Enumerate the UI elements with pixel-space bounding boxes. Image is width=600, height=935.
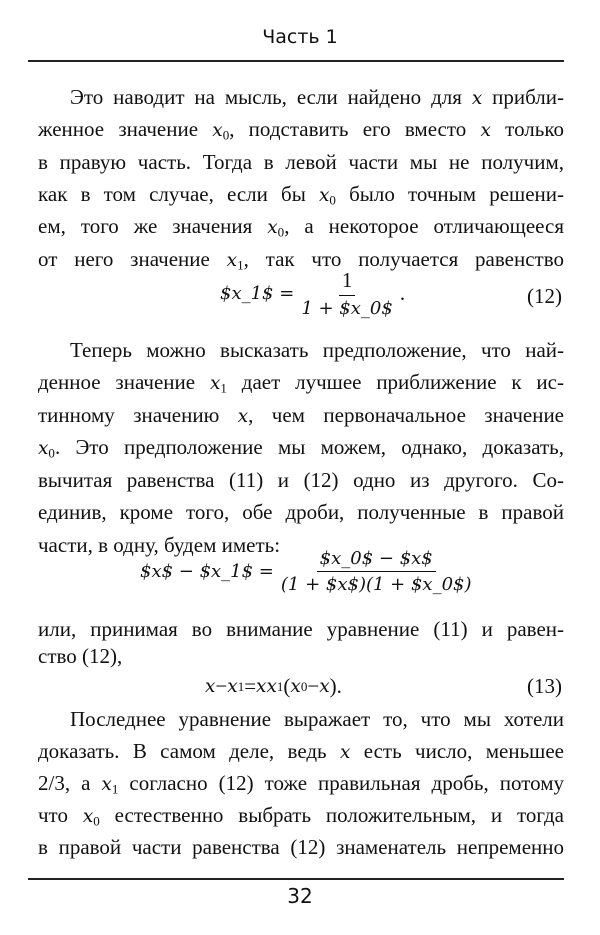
equation-12-body <box>220 268 405 319</box>
fraction <box>298 268 396 319</box>
text-line: или, принимая во внимание уравнение (11) и равен- <box>38 617 564 641</box>
text-line: $x_0$. Это предположение мы можем, однако, доказать, <box>38 435 564 461</box>
equation-lhs: $x_1$ = <box>220 283 295 304</box>
math-variable: x <box>38 438 49 459</box>
denominator: (1 + $x$)(1 + $x_0$) <box>280 574 472 595</box>
equation-punct: . <box>399 281 406 305</box>
equation-difference <box>0 548 600 612</box>
denominator: 1 + $x_0$ <box>301 298 393 319</box>
equation-number: (13) <box>527 674 562 698</box>
header-rule <box>28 60 564 62</box>
math-variable: x <box>339 742 351 763</box>
math-variable: x <box>471 88 483 109</box>
running-header: Часть 1 <box>262 26 338 48</box>
math-subscript: 0 <box>222 127 230 143</box>
math-variable: x <box>227 676 238 697</box>
math-subscript: 0 <box>93 813 100 829</box>
equation-lhs: $x$ − $x_1$ = <box>140 561 274 582</box>
math-variable: x <box>267 217 278 238</box>
equation-difference-body <box>140 548 479 595</box>
math-subscript: 1 <box>220 380 227 396</box>
math-variable: x <box>237 406 249 427</box>
text-line: ем, того же значения $x_0$, а некоторое отличающееся <box>38 214 564 240</box>
math-subscript: 0 <box>300 678 308 694</box>
math-subscript: 1 <box>111 781 119 797</box>
math-subscript: 1 <box>237 257 244 273</box>
math-variable: x <box>318 185 330 206</box>
footer-rule <box>28 878 564 880</box>
text-line: в правой части равенства (12) знаменатель непременно <box>38 835 564 859</box>
math-variable: x <box>266 676 277 697</box>
text-line: Теперь можно высказать предположение, что най- <box>70 338 564 362</box>
text-line: части, в одну, будем иметь: <box>38 533 281 557</box>
math-variable: x <box>82 806 94 827</box>
math-variable: x <box>226 250 238 271</box>
text-line: Последнее уравнение выражает то, что мы хотели <box>70 707 564 731</box>
math-variable: x <box>209 373 221 394</box>
math-subscript: 0 <box>329 192 336 208</box>
text-line: ство (12), <box>38 644 123 668</box>
text-line: вычитая равенства (11) и (12) одно из другого. Со- <box>38 468 564 492</box>
math-variable: x <box>480 120 491 141</box>
math-variable: x <box>256 676 267 697</box>
text-line: тинному значению x, чем первоначальное значение <box>38 403 565 427</box>
text-line: что $x_0$ естественно выбрать положительным, и тогда <box>38 803 564 829</box>
fraction <box>278 548 475 595</box>
equation-13-body: x − x 1 = x x 1 ( x 0 − x ). <box>205 674 342 698</box>
math-variable: x <box>290 676 301 697</box>
text-line: денное значение $x_1$ дает лучшее приближение к ис- <box>38 370 564 396</box>
text-line: единив, кроме того, обе дроби, полученные в правой <box>38 500 564 524</box>
text-line: доказать. В самом деле, ведь x есть число, меньшее <box>38 739 564 763</box>
math-subscript: 1 <box>237 678 245 694</box>
math-subscript: 1 <box>276 678 284 694</box>
math-variable: x <box>319 676 330 697</box>
math-variable: x <box>101 774 112 795</box>
numerator: $x_0$ − $x$ <box>317 548 436 572</box>
equation-13 <box>0 674 600 704</box>
text-line: в правую часть. Тогда в левой части мы не получим, <box>38 150 564 174</box>
text-line: 2/3, а $x_1$ согласно (12) тоже правильная дробь, потому <box>38 771 564 797</box>
numerator: 1 <box>339 268 356 296</box>
text-line: как в том случае, если бы $x_0$ было точным решени- <box>38 182 564 208</box>
equation-number: (12) <box>527 284 562 308</box>
math-variable: x <box>205 676 216 697</box>
text-line: Это наводит на мысль, если найдено для x прибли- <box>70 85 564 109</box>
math-subscript: 0 <box>48 445 55 461</box>
text-line: женное значение $x_0$, подставить его вместо x только <box>38 117 564 143</box>
equation-12 <box>0 268 600 328</box>
page-number: 32 <box>287 884 313 908</box>
math-subscript: 0 <box>277 224 285 240</box>
math-variable: x <box>212 120 223 141</box>
text-line: от него значение $x_1$, так что получается равенство <box>38 247 565 273</box>
